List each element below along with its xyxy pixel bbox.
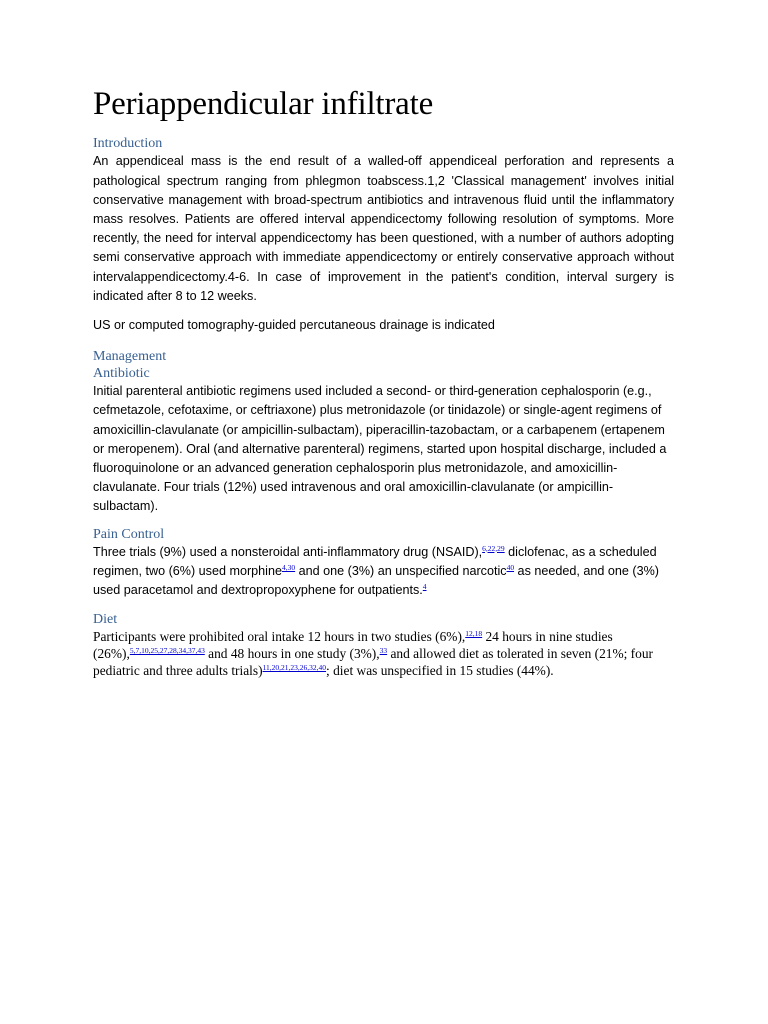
citation-link[interactable]: 11,20,21,23,26,32,40 (262, 663, 327, 673)
pain-control-text-2: diclofenac, as a scheduled regimen, two (6%) used morphine (93, 544, 657, 578)
document-title: Periappendicular infiltrate (93, 86, 434, 122)
citation-link[interactable]: 40 (506, 562, 515, 572)
citation-link[interactable]: 4 (422, 581, 427, 591)
citation-link[interactable]: 4,30 (282, 562, 296, 572)
diet-heading: Diet (93, 612, 118, 628)
diet-text-3: and 48 hours in one study (3%), (204, 646, 380, 662)
pain-control-heading: Pain Control (93, 526, 165, 542)
diet-text-5: ; diet was unspecified in 15 studies (44%). (326, 663, 554, 679)
pain-control-paragraph (93, 543, 674, 601)
antibiotic-paragraph: Initial parenteral antibiotic regimens used included a second- or third-generation cephalosporin (e.g., cefmetazole, cefotaxime, or ceftriaxone) plus metronidazole (or tinidazole) or single-agent regimens of amoxicillin-clavulanate (or ampicillin-sulbactam), piperacillin-tazobactam, or a carbapenem (ertapenem or meropenem). Oral (and alternative parenteral) regimens, started upon hospital discharge, included a fluoroquinolone or an advanced generation cephalosporin plus metronidazole, and amoxicillin-clavulanate. Four trials (12%) used intravenous and oral amoxicillin-clavulanate (or ampicillin-sulbactam). (93, 384, 667, 514)
diet-text-1: Participants were prohibited oral intake 12 hours in two studies (6%), (93, 629, 466, 645)
diet-paragraph (93, 628, 674, 679)
pain-control-text-3: and one (3%) an unspecified narcotic (295, 563, 507, 578)
pain-control-text-4: as needed, and one (3%) used paracetamol and dextropropoxyphene for outpatients. (93, 563, 659, 597)
citation-link[interactable]: 12,18 (465, 629, 483, 639)
citation-link[interactable]: 6,22,29 (482, 543, 505, 553)
diet-text-2: 24 hours in nine studies (26%), (93, 629, 613, 662)
citation-link[interactable]: 5,7,10,25,27,28,34,37,43 (129, 646, 205, 656)
diet-text-4: and allowed diet as tolerated in seven (21%; four pediatric and three adults trials) (93, 646, 653, 679)
pain-control-text-1: Three trials (9%) used a nonsteroidal anti-inflammatory drug (NSAID), (93, 544, 483, 559)
introduction-heading: Introduction (93, 136, 163, 152)
antibiotic-heading: Antibiotic (93, 366, 150, 382)
citation-link[interactable]: 33 (379, 646, 388, 656)
management-heading: Management (93, 349, 167, 365)
drainage-note: US or computed tomography-guided percutaneous drainage is indicated (93, 317, 495, 332)
introduction-paragraph: An appendiceal mass is the end result of a walled-off appendiceal perforation and represents a pathological spectrum ranging from phlegmon toabscess.1,2 'Classical management' involves initial conservative management with broad-spectrum antibiotics and intravenous fluid until the inflammatory mass resolves. Patients are offered interval appendicectomy following resolution of symptoms. More recently, the need for interval appendicectomy has been questioned, with a number of authors adopting semi conservative approach with immediate appendicectomy or entirely conservative approach without intervalappendicectomy.4-6. In case of improvement in the patient's condition, interval surgery is indicated after 8 to 12 weeks. (93, 154, 674, 303)
